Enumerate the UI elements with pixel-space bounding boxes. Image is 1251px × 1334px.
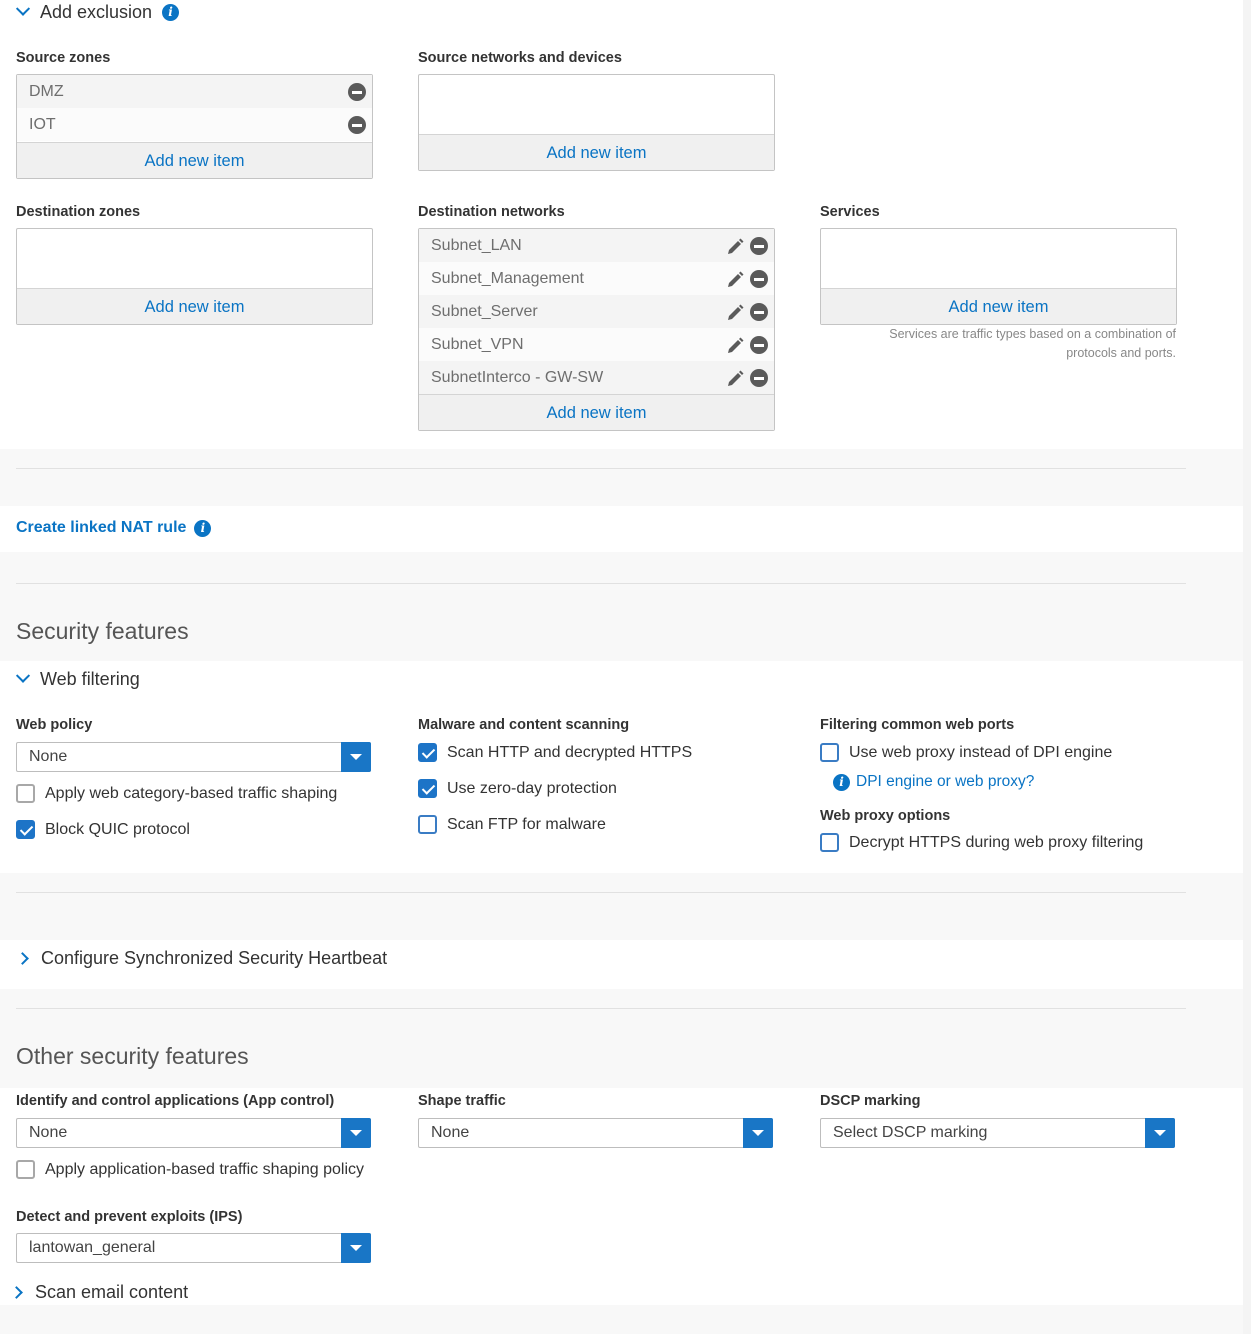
ips-label: Detect and prevent exploits (IPS): [16, 1209, 243, 1225]
list-item: [419, 295, 774, 328]
list-item: [419, 361, 774, 394]
dpi-help-label: DPI engine or web proxy?: [856, 773, 1035, 790]
info-icon[interactable]: i: [162, 4, 179, 21]
malware-scanning-label: Malware and content scanning: [418, 717, 630, 733]
dropdown-arrow-icon[interactable]: [341, 742, 371, 772]
app-control-label: Identify and control applications (App control): [16, 1093, 335, 1109]
chevron-right-icon: [10, 1286, 23, 1299]
checkbox-box[interactable]: [16, 1160, 35, 1179]
decrypt-https-checkbox[interactable]: [820, 833, 1143, 852]
dropdown-arrow-icon[interactable]: [743, 1118, 773, 1148]
list-item: [17, 75, 372, 108]
scan-ftp-checkbox[interactable]: [418, 815, 606, 834]
pencil-icon[interactable]: [725, 369, 745, 389]
band-separator-3: [0, 873, 1243, 940]
source-zones-list: [16, 74, 373, 179]
dpi-help-link[interactable]: [833, 773, 1034, 791]
remove-icon[interactable]: [750, 303, 768, 321]
dropdown-arrow-icon[interactable]: [341, 1118, 371, 1148]
list-item: [17, 108, 372, 141]
destination-zones-list: [16, 228, 373, 325]
web-policy-select[interactable]: [16, 742, 371, 772]
divider: [16, 468, 1186, 469]
pencil-icon[interactable]: [725, 336, 745, 356]
use-web-proxy-checkbox[interactable]: [820, 743, 1112, 762]
scroll-rail[interactable]: [1243, 0, 1251, 1334]
remove-icon[interactable]: [750, 369, 768, 387]
list-item-label: Subnet_LAN: [431, 236, 522, 254]
filtering-web-ports-label: Filtering common web ports: [820, 717, 1015, 733]
remove-icon[interactable]: [750, 237, 768, 255]
list-item-label: Subnet_VPN: [431, 335, 524, 353]
checkbox-label: Apply application-based traffic shaping policy: [45, 1160, 365, 1178]
band-separator-5: [0, 1305, 1243, 1334]
destination-zones-label: Destination zones: [16, 204, 141, 220]
checkbox-box[interactable]: [820, 743, 839, 762]
services-note-line: protocols and ports.: [1066, 346, 1176, 360]
add-exclusion-toggle[interactable]: [18, 2, 179, 23]
scan-email-toggle[interactable]: [12, 1282, 188, 1303]
apply-web-shaping-checkbox[interactable]: [16, 784, 337, 803]
add-new-item-button[interactable]: Add new item: [17, 288, 372, 324]
add-new-item-button[interactable]: Add new item: [419, 134, 774, 170]
source-networks-list: [418, 74, 775, 171]
dropdown-arrow-icon[interactable]: [341, 1233, 371, 1263]
checkbox-box[interactable]: [418, 743, 437, 762]
divider: [16, 892, 1186, 893]
destination-networks-label: Destination networks: [418, 204, 565, 220]
chevron-down-icon: [16, 668, 30, 682]
services-list: [820, 228, 1177, 325]
services-label: Services: [820, 204, 880, 220]
services-note: [820, 325, 1176, 363]
shape-traffic-label: Shape traffic: [418, 1093, 506, 1109]
checkbox-label: Scan FTP for malware: [447, 815, 606, 833]
pencil-icon[interactable]: [725, 270, 745, 290]
heartbeat-title: Configure Synchronized Security Heartbeat: [41, 948, 388, 968]
scan-http-checkbox[interactable]: [418, 743, 692, 762]
checkbox-label: Decrypt HTTPS during web proxy filtering: [849, 833, 1144, 851]
checkbox-label: Use web proxy instead of DPI engine: [849, 743, 1113, 761]
block-quic-checkbox[interactable]: [16, 820, 190, 839]
remove-icon[interactable]: [348, 83, 366, 101]
web-policy-label: Web policy: [16, 717, 93, 733]
web-filtering-toggle[interactable]: [18, 669, 140, 690]
remove-icon[interactable]: [750, 270, 768, 288]
list-item-label: Subnet_Server: [431, 302, 538, 320]
web-proxy-options-label: Web proxy options: [820, 808, 951, 824]
list-item-label: SubnetInterco - GW-SW: [431, 368, 604, 386]
band-separator-1: [0, 449, 1243, 506]
list-item: [419, 229, 774, 262]
checkbox-label: Scan HTTP and decrypted HTTPS: [447, 743, 693, 761]
divider: [16, 1008, 1186, 1009]
add-new-item-button[interactable]: Add new item: [821, 288, 1176, 324]
checkbox-box[interactable]: [418, 779, 437, 798]
chevron-right-icon: [16, 952, 29, 965]
remove-icon[interactable]: [348, 116, 366, 134]
remove-icon[interactable]: [750, 336, 768, 354]
web-filtering-title: Web filtering: [40, 669, 140, 689]
other-security-heading: Other security features: [16, 1043, 249, 1069]
ips-select[interactable]: [16, 1233, 371, 1263]
ips-value: lantowan_general: [29, 1239, 156, 1256]
zero-day-checkbox[interactable]: [418, 779, 617, 798]
checkbox-box[interactable]: [820, 833, 839, 852]
pencil-icon[interactable]: [725, 237, 745, 257]
destination-networks-list: [418, 228, 775, 431]
heartbeat-toggle[interactable]: [18, 948, 387, 969]
dscp-marking-select[interactable]: [820, 1118, 1175, 1148]
create-nat-rule-link[interactable]: [16, 519, 211, 537]
source-zones-label: Source zones: [16, 50, 111, 66]
checkbox-label: Use zero-day protection: [447, 779, 617, 797]
add-new-item-button[interactable]: Add new item: [419, 394, 774, 430]
list-item-label: DMZ: [29, 82, 64, 100]
add-new-item-button[interactable]: Add new item: [17, 142, 372, 178]
dscp-marking-label: DSCP marking: [820, 1093, 921, 1109]
info-icon: i: [833, 774, 850, 791]
app-shaping-checkbox[interactable]: [16, 1160, 364, 1179]
info-icon[interactable]: i: [194, 520, 211, 537]
band-separator-4: [0, 989, 1243, 1088]
checkbox-box[interactable]: [16, 784, 35, 803]
pencil-icon[interactable]: [725, 303, 745, 323]
add-exclusion-title: Add exclusion: [40, 2, 153, 22]
checkbox-box[interactable]: [418, 815, 437, 834]
checkbox-label: Apply web category-based traffic shaping: [45, 784, 338, 802]
list-item: [419, 262, 774, 295]
services-note-line: Services are traffic types based on a combination of: [889, 327, 1176, 341]
scan-email-title: Scan email content: [35, 1282, 189, 1302]
divider: [16, 583, 1186, 584]
dropdown-arrow-icon[interactable]: [1145, 1118, 1175, 1148]
web-policy-value: None: [29, 748, 68, 765]
list-item-label: Subnet_Management: [431, 269, 584, 287]
security-features-heading: Security features: [16, 618, 189, 644]
app-control-select[interactable]: [16, 1118, 371, 1148]
shape-traffic-select[interactable]: [418, 1118, 773, 1148]
chevron-down-icon: [16, 1, 30, 15]
dscp-marking-value: Select DSCP marking: [833, 1124, 988, 1141]
app-control-value: None: [29, 1124, 68, 1141]
source-networks-label: Source networks and devices: [418, 50, 622, 66]
checkbox-box[interactable]: [16, 820, 35, 839]
create-nat-rule-label: Create linked NAT rule: [16, 519, 187, 536]
checkbox-label: Block QUIC protocol: [45, 820, 190, 838]
list-item: [419, 328, 774, 361]
shape-traffic-value: None: [431, 1124, 470, 1141]
list-item-label: IOT: [29, 115, 56, 133]
